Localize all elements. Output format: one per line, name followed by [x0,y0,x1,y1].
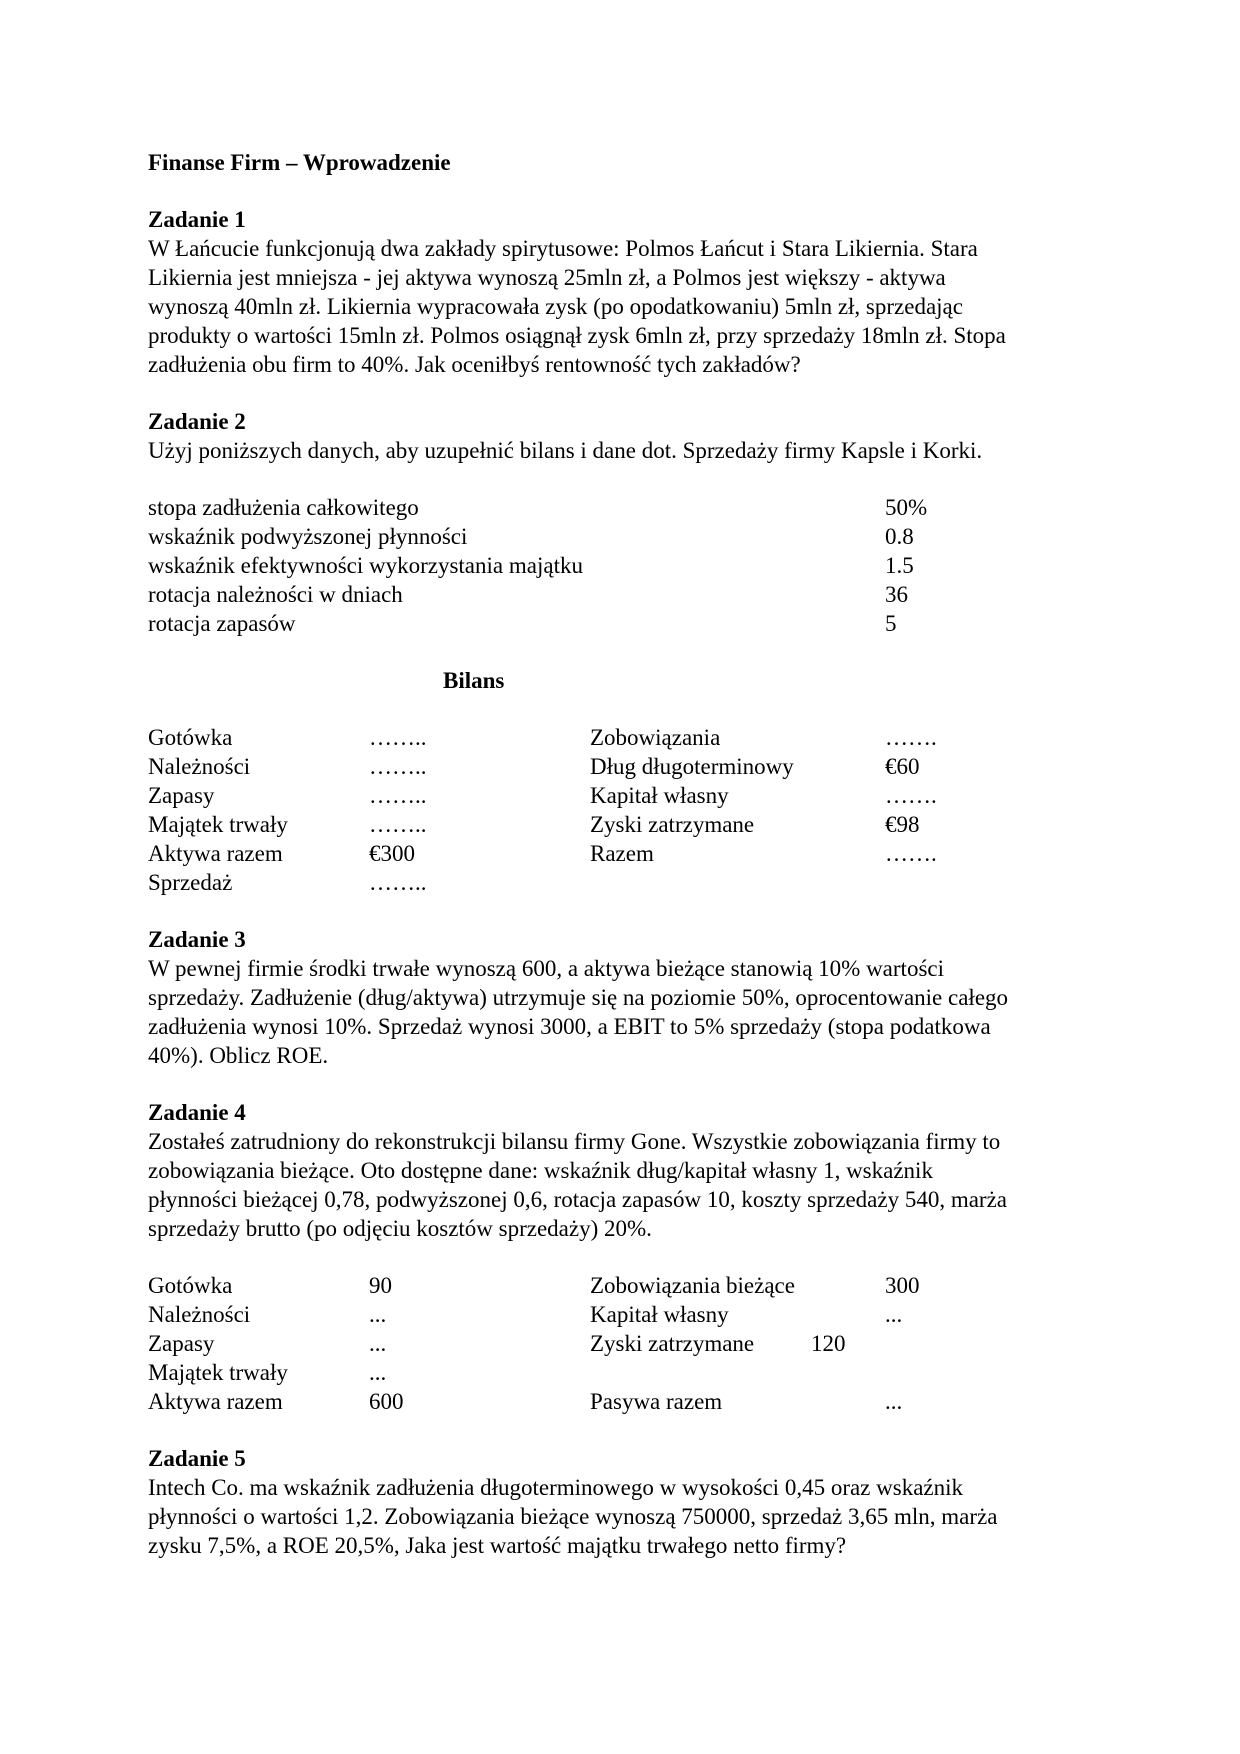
task-5-heading: Zadanie 5 [148,1446,246,1471]
asset-label: Gotówka [148,1273,233,1298]
ratio-row [148,493,1088,522]
task-4-line: zobowiązania bieżące. Oto dostępne dane: wskaźnik dług/kapitał własny 1, wskaźnik [148,1158,933,1183]
balance-row [148,1387,1088,1416]
task-5-line: Intech Co. ma wskaźnik zadłużenia długoterminowego w wysokości 0,45 oraz wskaźnik [148,1475,964,1500]
ratio-row [148,580,1088,609]
task-4-line: płynności bieżącej 0,78, podwyższonej 0,6, rotacja zapasów 10, koszty sprzedaży 540, marża [148,1187,1008,1212]
asset-label: Sprzedaż [148,870,233,895]
task-3 [148,925,1088,1070]
asset-value: …….. [369,812,427,837]
task-4-heading: Zadanie 4 [148,1100,246,1125]
task-4-line: sprzedaży brutto (po odjęciu kosztów sprzedaży) 20%. [148,1216,652,1241]
task-1-text [148,234,1088,379]
liability-value: ... [885,1389,903,1414]
task-3-line: sprzedaży. Zadłużenie (dług/aktywa) utrzymuje się na poziomie 50%, oprocentowanie całego [148,985,1009,1010]
bilans-title: Bilans [443,668,505,693]
liability-label: Kapitał własny [590,783,729,808]
asset-label: Aktywa razem [148,841,283,866]
asset-value: €300 [369,841,415,866]
task-4-text [148,1127,1088,1243]
ratio-value: 36 [885,582,908,607]
task-3-line: W pewnej firmie środki trwałe wynoszą 600, a aktywa bieżące stanowią 10% wartości [148,956,944,981]
ratio-list [148,493,1088,638]
ratio-label: rotacja zapasów [148,611,296,636]
balance-row [148,1358,1088,1387]
task-3-text [148,954,1088,1070]
task-1 [148,205,1088,379]
asset-value: ... [369,1360,387,1385]
asset-label: Majątek trwały [148,812,288,837]
task-1-line: wynoszą 40mln zł. Likiernia wypracowała zysk (po opodatkowaniu) 5mln zł, sprzedając [148,294,963,319]
balance-row [148,810,1088,839]
asset-value: 90 [369,1273,392,1298]
balance-row [148,1271,1088,1300]
task-1-line: zadłużenia obu firm to 40%. Jak oceniłbyś rentowność tych zakładów? [148,352,801,377]
asset-value: ... [369,1302,387,1327]
balance-row [148,752,1088,781]
balance-row [148,781,1088,810]
task-1-line: produkty o wartości 15mln zł. Polmos osiągnął zysk 6mln zł, przy sprzedaży 18mln zł. Stopa [148,323,1006,348]
liability-value: ... [885,1302,903,1327]
task-2 [148,407,1088,897]
liability-label: Zyski zatrzymane [590,812,755,837]
asset-label: Aktywa razem [148,1389,283,1414]
asset-label: Gotówka [148,725,233,750]
asset-value: …….. [369,725,427,750]
balance-row [148,1329,1088,1358]
task-2-intro: Użyj poniższych danych, aby uzupełnić bilans i dane dot. Sprzedaży firmy Kapsle i Korki. [148,438,983,463]
task-3-line: zadłużenia wynosi 10%. Sprzedaż wynosi 3000, a EBIT to 5% sprzedaży (stopa podatkowa [148,1014,991,1039]
balance-row [148,839,1088,868]
liability-value: ……. [885,841,937,866]
asset-label: Należności [148,1302,251,1327]
ratio-label: wskaźnik podwyższonej płynności [148,524,468,549]
task-1-line: W Łańcucie funkcjonują dwa zakłady spirytusowe: Polmos Łańcut i Stara Likiernia. Stara [148,236,978,261]
liability-mid-value: 120 [811,1331,846,1356]
liability-label: Dług długoterminowy [590,754,794,779]
liability-label: Kapitał własny [590,1302,729,1327]
liability-label: Razem [590,841,654,866]
document-title: Finanse Firm – Wprowadzenie [148,150,451,175]
ratio-row [148,551,1088,580]
ratio-value: 50% [885,495,928,520]
asset-value: ... [369,1331,387,1356]
task-5-line: zysku 7,5%, a ROE 20,5%, Jaka jest wartość majątku trwałego netto firmy? [148,1533,847,1558]
liability-value: ……. [885,725,937,750]
document-page [148,148,1088,1560]
asset-value: 600 [369,1389,404,1414]
liability-value: 300 [885,1273,920,1298]
asset-label: Zapasy [148,1331,215,1356]
ratio-label: stopa zadłużenia całkowitego [148,495,419,520]
ratio-value: 0.8 [885,524,914,549]
task-5-text [148,1473,1088,1560]
balance-row [148,723,1088,752]
ratio-value: 1.5 [885,553,914,578]
liability-label: Zobowiązania bieżące [590,1273,795,1298]
liability-value: €60 [885,754,920,779]
asset-value: …….. [369,754,427,779]
ratio-row [148,522,1088,551]
balance-sheet-task-2 [148,723,1088,897]
balance-row [148,1300,1088,1329]
task-4-line: Zostałeś zatrudniony do rekonstrukcji bilansu firmy Gone. Wszystkie zobowiązania firmy to [148,1129,1001,1154]
asset-label: Zapasy [148,783,215,808]
task-3-line: 40%). Oblicz ROE. [148,1043,329,1068]
liability-label: Zyski zatrzymane [590,1331,755,1356]
task-1-line: Likiernia jest mniejsza - jej aktywa wynoszą 25mln zł, a Polmos jest większy - aktywa [148,265,946,290]
liability-label: Zobowiązania [590,725,721,750]
asset-value: …….. [369,783,427,808]
asset-value: …….. [369,870,427,895]
liability-value: ……. [885,783,937,808]
asset-label: Majątek trwały [148,1360,288,1385]
ratio-row [148,609,1088,638]
task-5 [148,1444,1088,1560]
task-4 [148,1098,1088,1416]
liability-value: €98 [885,812,920,837]
balance-sheet-task-4 [148,1271,1088,1416]
asset-label: Należności [148,754,251,779]
liability-label: Pasywa razem [590,1389,723,1414]
task-1-heading: Zadanie 1 [148,207,246,232]
task-5-line: płynności o wartości 1,2. Zobowiązania bieżące wynoszą 750000, sprzedaż 3,65 mln, marża [148,1504,998,1529]
ratio-label: rotacja należności w dniach [148,582,403,607]
ratio-label: wskaźnik efektywności wykorzystania majątku [148,553,583,578]
balance-row [148,868,1088,897]
task-2-heading: Zadanie 2 [148,409,246,434]
task-3-heading: Zadanie 3 [148,927,246,952]
ratio-value: 5 [885,611,897,636]
